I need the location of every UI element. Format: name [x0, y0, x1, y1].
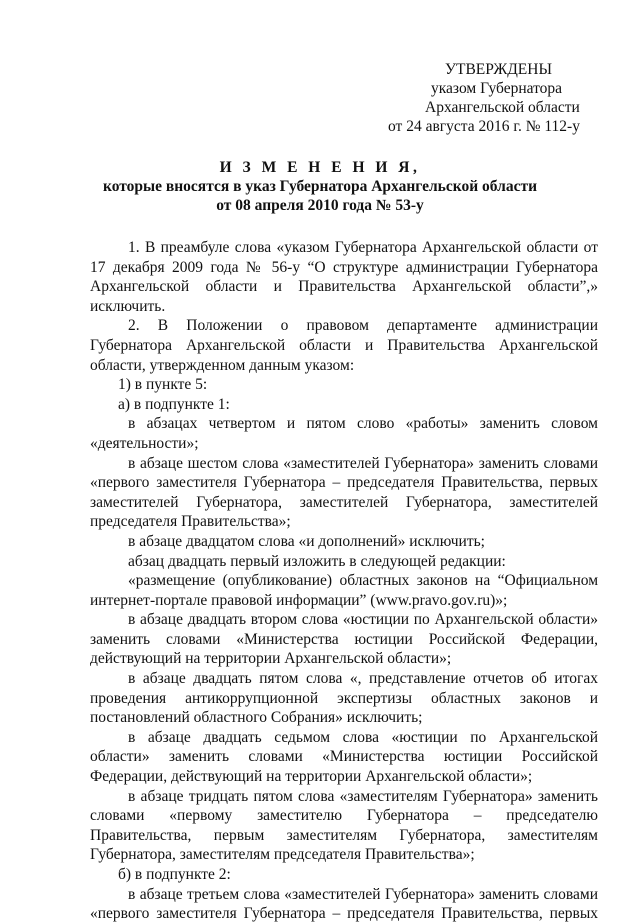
document-title	[60, 158, 580, 215]
paragraph: абзац двадцать первый изложить в следующей редакции:	[128, 552, 506, 570]
paragraph: в абзаце двадцать втором слова «юстиции по Архангельской области» заменить словами «Министерства юстиции Российской Федерации, действующий на территории Архангельской области»;	[90, 611, 598, 668]
paragraph: в абзаце шестом слова «заместителей Губернатора» заменить словами «первого заместителя Губернатора – председателя Правительства, первых заместителей Губернатора, заместителей Губернатора, заместителей председателя Правительства»;	[90, 454, 598, 531]
title-heading: И З М Е Н Е Н И Я,	[219, 159, 421, 176]
approval-stamp	[388, 60, 628, 136]
title-subtitle: от 08 апреля 2010 года № 53-у	[216, 197, 424, 214]
paragraph: в абзаце третьем слова «заместителей Губернатора» заменить словами «первого заместителя Губернатора – председателя Правительства, первых	[90, 885, 598, 923]
document-body	[90, 238, 598, 924]
paragraph: в абзацах четвертом и пятом слово «работы» заменить словом «деятельности»;	[90, 415, 598, 452]
approval-line: Архангельской области	[425, 99, 580, 116]
paragraph: а) в подпункте 1:	[118, 395, 230, 413]
title-subtitle: которые вносятся в указ Губернатора Архангельской области	[102, 178, 538, 195]
paragraph: в абзаце двадцать седьмом слова «юстиции по Архангельской области» заменить словами «Министерства юстиции Российской Федерации, действующий на территории Архангельской области»;	[90, 728, 598, 786]
paragraph: 1) в пункте 5:	[118, 376, 208, 394]
paragraph: в абзаце тридцать пятом слова «заместителям Губернатора» заменить словами «первому заместителю Губернатора – председателю Правительства, первым заместителям Губернатора, заместителям Губернатора, заместителям председателя Правительства»;	[90, 787, 598, 864]
paragraph: 1. В преамбуле слова «указом Губернатора Архангельской области от 17 декабря 2009 года № 56-у “О структуре администрации Губернатора Архангельской области и Правительства Архангельской области”,» исключить.	[90, 239, 598, 315]
paragraph: б) в подпункте 2:	[118, 866, 231, 883]
paragraph: «размещение (опубликование) областных законов на “Официальном интернет-портале правовой информации” (www.pravo.gov.ru)»;	[90, 572, 598, 609]
paragraph: в абзаце двадцатом слова «и дополнений» исключить;	[128, 532, 485, 550]
paragraph: в абзаце двадцать пятом слова «, представление отчетов об итогах проведения антикоррупционной экспертизы областных законов и постановлений областного Собрания» исключить;	[90, 670, 598, 727]
approval-date-line: от 24 августа 2016 г. № 112-у	[388, 118, 580, 135]
approval-line: указом Губернатора	[431, 80, 563, 97]
approval-heading: УТВЕРЖДЕНЫ	[445, 61, 552, 78]
paragraph: 2. В Положении о правовом департаменте администрации Губернатора Архангельской области и Правительства Архангельской области, утвержденном данным указом:	[90, 317, 598, 374]
